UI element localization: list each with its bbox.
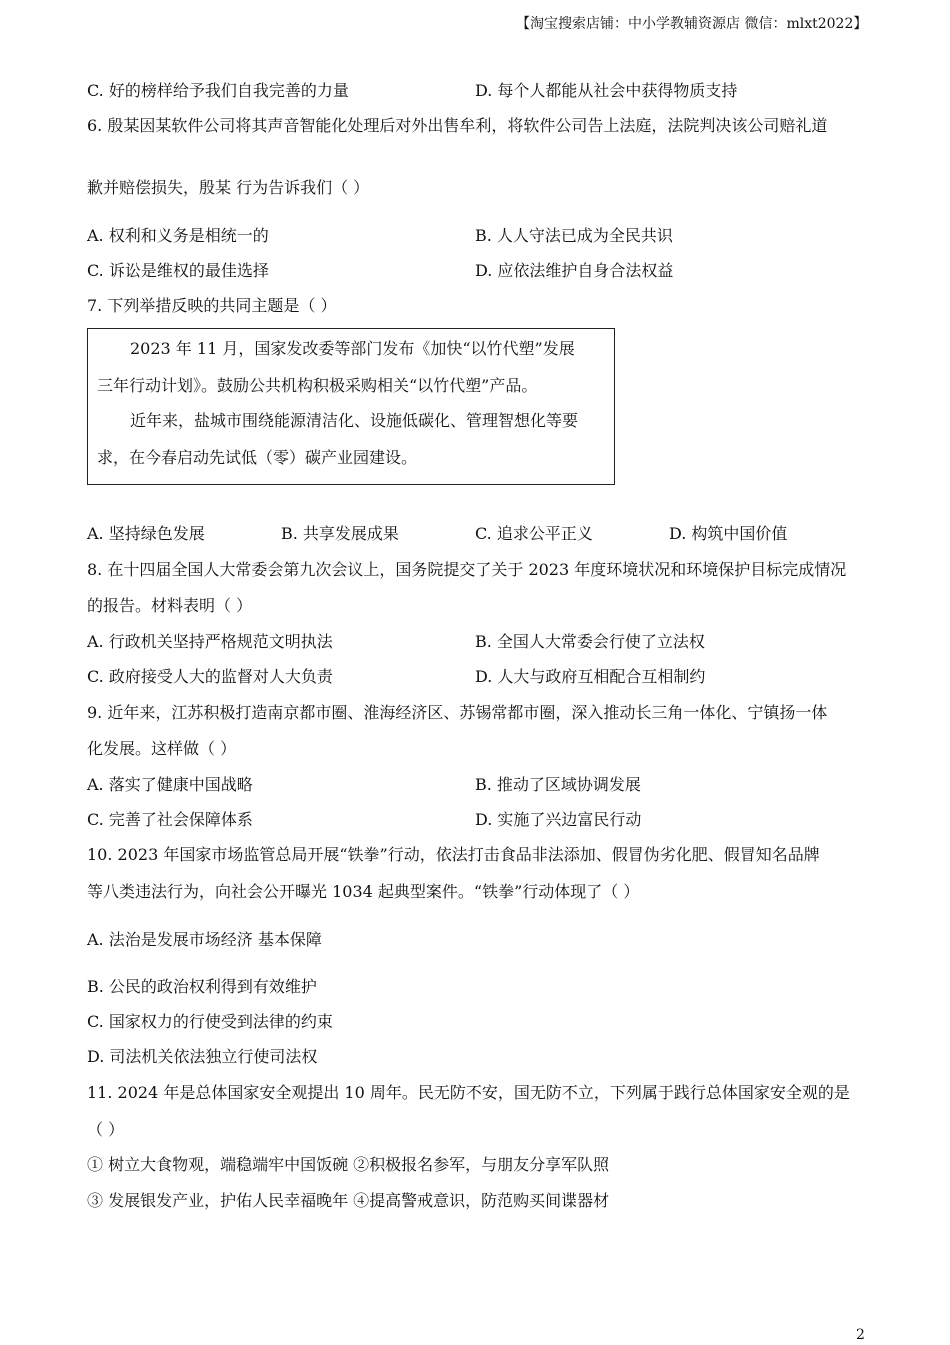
q8-stem-line1: 8. 在十四届全国人大常委会第九次会议上，国务院提交了关于 2023 年度环境状况和环境保护目标完成情况 <box>87 560 847 579</box>
q9-option-d: D. 实施了兴边富民行动 <box>475 810 642 829</box>
q10-stem-line1: 10. 2023 年国家市场监管总局开展“铁拳”行动，依法打击食品非法添加、假冒伪劣化肥、假冒知名品牌 <box>87 845 820 864</box>
q7-material-box <box>87 328 615 485</box>
q8-option-c: C. 政府接受人大的监督对人大负责 <box>87 667 333 686</box>
q11-statement-line1: ① 树立大食物观，端稳端牢中国饭碗 ②积极报名参军，与朋友分享军队照 <box>87 1155 610 1174</box>
q6-option-b: B. 人人守法已成为全民共识 <box>475 226 673 245</box>
q7-box-line2: 三年行动计划》。鼓励公共机构积极采购相关“以竹代塑”产品。 <box>97 376 538 395</box>
q11-stem-line1: 11. 2024 年是总体国家安全观提出 10 周年。民无防不安，国无防不立，下列属于践行总体国家安全观的是 <box>87 1083 850 1102</box>
q9-stem-line1: 9. 近年来，江苏积极打造南京都市圈、淮海经济区、苏锡常都市圈，深入推动长三角一体化、宁镇扬一体 <box>87 703 828 722</box>
q7-box-line3: 近年来，盐城市围绕能源清洁化、设施低碳化、管理智想化等要 <box>130 411 579 430</box>
q5-option-d: D. 每个人都能从社会中获得物质支持 <box>475 81 738 100</box>
q7-box-line1: 2023 年 11 月，国家发改委等部门发布《加快“以竹代塑”发展 <box>130 339 575 358</box>
q6-stem-line2: 歉并赔偿损失，殷某 行为告诉我们（ ） <box>87 178 370 197</box>
q10-option-b: B. 公民的政治权利得到有效维护 <box>87 977 317 996</box>
q9-stem-line2: 化发展。这样做（ ） <box>87 739 237 758</box>
q6-option-d: D. 应依法维护自身合法权益 <box>475 261 674 280</box>
q5-option-c: C. 好的榜样给予我们自我完善的力量 <box>87 81 349 100</box>
q8-option-d: D. 人大与政府互相配合互相制约 <box>475 667 706 686</box>
q9-option-a: A. 落实了健康中国战略 <box>87 775 253 794</box>
q11-stem-line2: （ ） <box>87 1120 125 1139</box>
q8-stem-line2: 的报告。材料表明（ ） <box>87 596 253 615</box>
q10-option-d: D. 司法机关依法独立行使司法权 <box>87 1047 318 1066</box>
q7-option-a: A. 坚持绿色发展 <box>87 524 205 543</box>
page-number: 2 <box>856 1327 865 1343</box>
q9-option-b: B. 推动了区域协调发展 <box>475 775 641 794</box>
q6-stem-line1: 6. 殷某因某软件公司将其声音智能化处理后对外出售牟利，将软件公司告上法庭，法院判决该公司赔礼道 <box>87 116 828 135</box>
q10-option-a: A. 法治是发展市场经济 基本保障 <box>87 930 322 949</box>
q7-stem: 7. 下列举措反映的共同主题是（ ） <box>87 296 337 315</box>
q11-statement-line2: ③ 发展银发产业，护佑人民幸福晚年 ④提高警戒意识，防范购买间谍器材 <box>87 1191 610 1210</box>
q9-option-c: C. 完善了社会保障体系 <box>87 810 253 829</box>
q7-option-d: D. 构筑中国价值 <box>669 524 788 543</box>
q8-option-b: B. 全国人大常委会行使了立法权 <box>475 632 705 651</box>
q6-option-c: C. 诉讼是维权的最佳选择 <box>87 261 269 280</box>
q7-option-b: B. 共享发展成果 <box>281 524 399 543</box>
q6-option-a: A. 权利和义务是相统一的 <box>87 226 269 245</box>
q10-option-c: C. 国家权力的行使受到法律的约束 <box>87 1012 333 1031</box>
q8-option-a: A. 行政机关坚持严格规范文明执法 <box>87 632 333 651</box>
q7-box-line4: 求，在今春启动先试低（零）碳产业园建设。 <box>97 448 418 467</box>
q7-option-c: C. 追求公平正义 <box>475 524 593 543</box>
q10-stem-line2: 等八类违法行为，向社会公开曝光 1034 起典型案件。“铁拳”行动体现了（ ） <box>87 882 640 901</box>
page-header: 【淘宝搜索店铺：中小学教辅资源店 微信：mlxt2022】 <box>516 16 868 32</box>
